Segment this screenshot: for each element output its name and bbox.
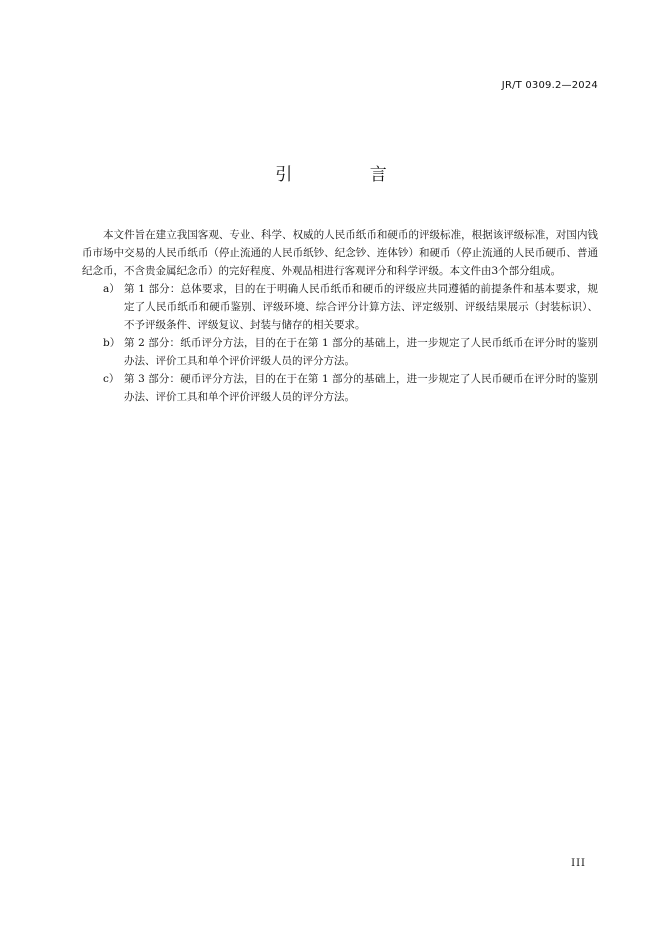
- list-marker: c）: [103, 373, 120, 385]
- list-item-text: 第 2 部分：纸币评分方法，目的在于在第 1 部分的基础上，进一步规定了人民币纸币在评分时的鉴别办法、评价工具和单个评价评级人员的评分方法。: [124, 337, 598, 367]
- list-item-text: 第 1 部分：总体要求，目的在于明确人民币纸币和硬币的评级应共同遵循的前提条件和基本要求，规定了人民币纸币和硬币鉴别、评级环境、综合评分计算方法、评定级别、评级结果展示（封装标识）、不予评级条件、评级复议、封装与储存的相关要求。: [124, 283, 598, 331]
- list-item-part-3: [82, 370, 598, 406]
- document-code: JR/T 0309.2—2024: [501, 80, 598, 91]
- list-marker: b）: [103, 337, 121, 349]
- list-item-text: 第 3 部分：硬币评分方法，目的在于在第 1 部分的基础上，进一步规定了人民币硬币在评分时的鉴别办法、评价工具和单个评价评级人员的评分方法。: [124, 373, 598, 403]
- parts-list: [82, 280, 598, 406]
- page-number: III: [571, 858, 586, 869]
- list-marker: a）: [103, 283, 120, 295]
- list-item-part-2: [82, 334, 598, 370]
- list-item-part-1: [82, 280, 598, 334]
- intro-paragraph: 本文件旨在建立我国客观、专业、科学、权威的人民币纸币和硬币的评级标准，根据该评级标准，对国内钱币市场中交易的人民币纸币（停止流通的人民币纸钞、纪念钞、连体钞）和硬币（停止流通的人民币硬币、普通纪念币，不含贵金属纪念币）的完好程度、外观品相进行客观评分和科学评级。本文件由3个部分组成。: [82, 229, 598, 277]
- introduction-body: [82, 226, 598, 406]
- page-title: 引 言: [275, 165, 423, 185]
